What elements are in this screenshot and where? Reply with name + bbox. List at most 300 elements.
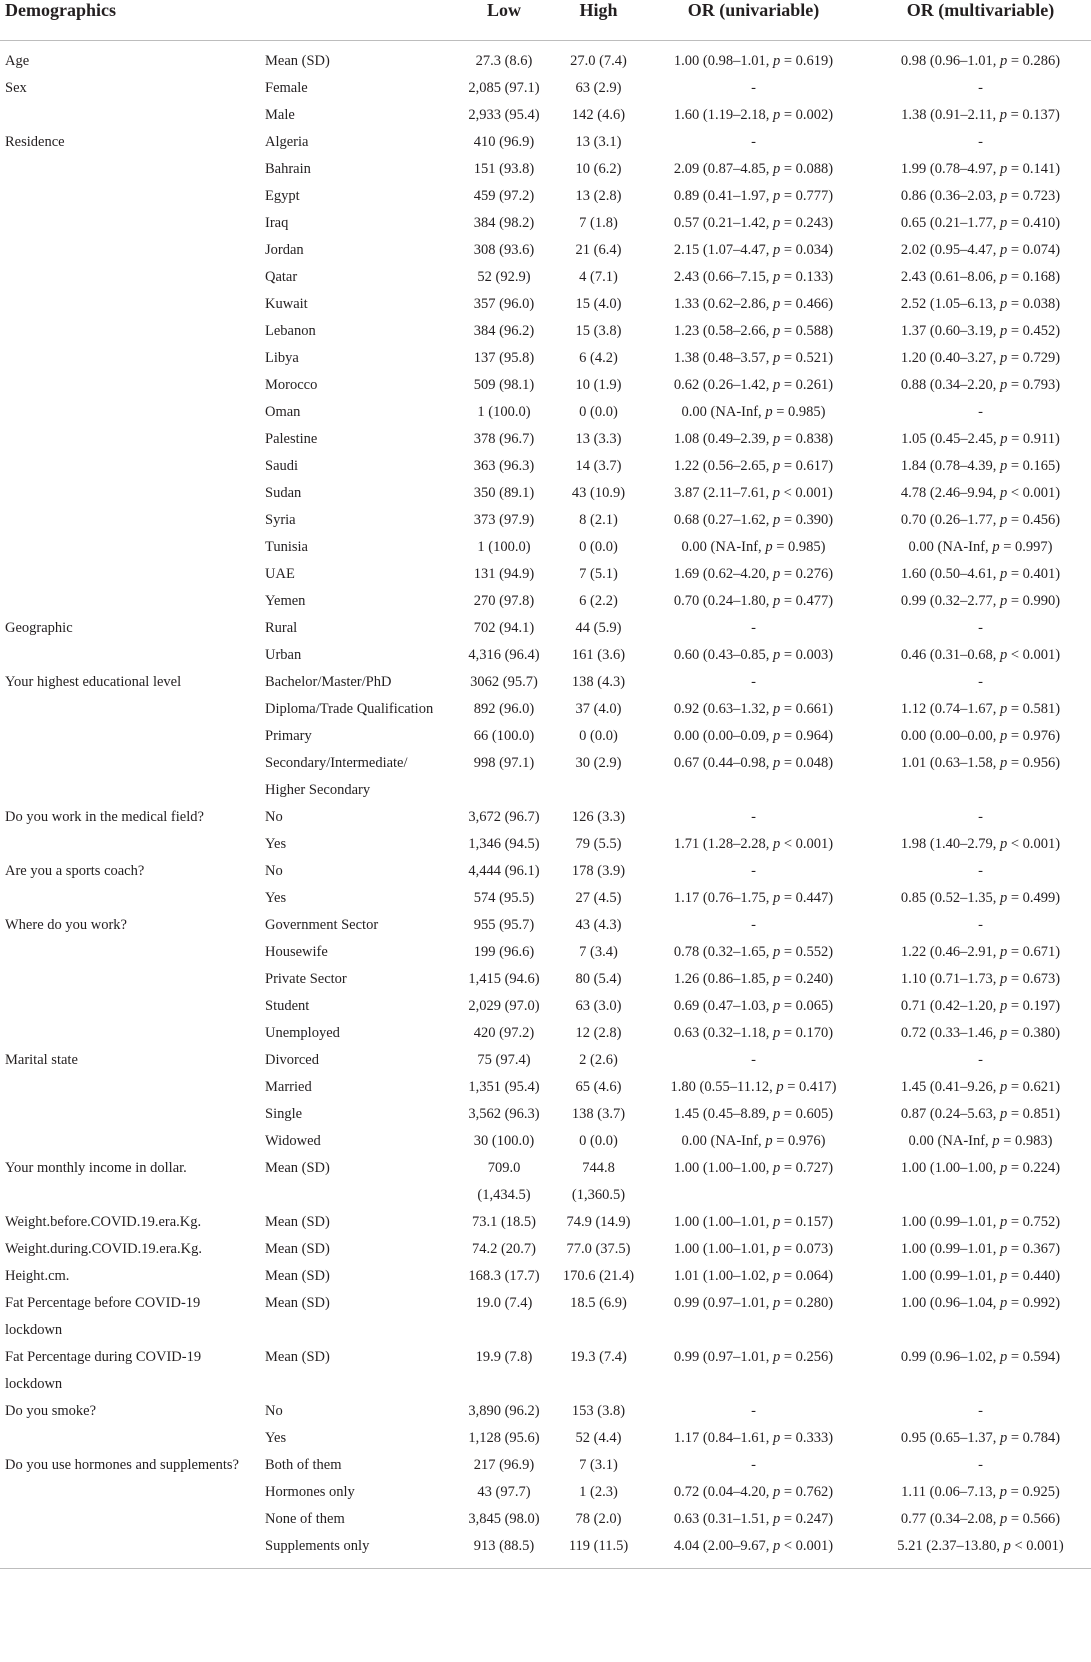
demographic-cell — [0, 480, 263, 507]
level-cell: Mean (SD) — [265, 1349, 330, 1365]
header-low: Low — [448, 0, 560, 41]
demographic-cell — [0, 426, 263, 453]
high-cell: 78 (2.0) — [575, 1511, 622, 1527]
or-univariable-cell: 0.69 (0.47–1.03, p = 0.065) — [673, 998, 834, 1014]
or-multivariable-cell: - — [978, 809, 983, 825]
level-cell: Yes — [265, 836, 287, 852]
low-cell: 270 (97.8) — [473, 593, 535, 609]
high-cell: 44 (5.9) — [575, 620, 622, 636]
or-univariable-cell: 0.62 (0.26–1.42, p = 0.261) — [673, 377, 834, 393]
table-row — [0, 453, 1091, 480]
table-row — [0, 561, 1091, 588]
level-cell: Private Sector — [265, 971, 347, 987]
level-cell: Sudan — [265, 485, 302, 501]
demographic-cell — [0, 183, 263, 210]
table-row — [0, 237, 1091, 264]
level-cell: Mean (SD) — [265, 1295, 330, 1311]
high-cell: 153 (3.8) — [571, 1403, 626, 1419]
demographic-cell: Weight.during.COVID.19.era.Kg. — [5, 1241, 202, 1257]
demographic-cell: Do you use hormones and supplements? — [5, 1457, 239, 1473]
high-cell — [560, 1371, 637, 1398]
table-row — [0, 1263, 1091, 1290]
high-cell: 0 (0.0) — [579, 539, 618, 555]
high-cell: 178 (3.9) — [571, 863, 626, 879]
low-cell: 199 (96.6) — [473, 944, 535, 960]
demographic-cell — [0, 1506, 263, 1533]
demographic-cell — [0, 831, 263, 858]
table-row — [0, 669, 1091, 696]
demographic-cell: lockdown — [5, 1376, 63, 1392]
header-high: High — [560, 0, 637, 41]
or-multivariable-cell: 0.88 (0.34–2.20, p = 0.793) — [900, 377, 1061, 393]
low-cell: 131 (94.9) — [473, 566, 535, 582]
or-multivariable-cell: - — [978, 1457, 983, 1473]
or-multivariable-cell: 1.00 (0.99–1.01, p = 0.752) — [900, 1214, 1061, 1230]
high-cell: 6 (2.2) — [579, 593, 618, 609]
high-cell: 7 (1.8) — [579, 215, 618, 231]
level-cell: Yes — [265, 1430, 287, 1446]
or-univariable-cell: - — [751, 134, 756, 150]
low-cell: 574 (95.5) — [473, 890, 535, 906]
high-cell: 7 (3.4) — [579, 944, 618, 960]
or-univariable-cell: 0.99 (0.97–1.01, p = 0.280) — [673, 1295, 834, 1311]
level-cell: No — [265, 863, 283, 879]
or-multivariable-cell: 1.00 (0.99–1.01, p = 0.440) — [900, 1268, 1061, 1284]
or-univariable-cell — [637, 777, 870, 804]
demographic-cell: Do you work in the medical field? — [5, 809, 204, 825]
high-cell: 13 (3.3) — [575, 431, 622, 447]
or-univariable-cell: - — [751, 809, 756, 825]
low-cell: 357 (96.0) — [473, 296, 535, 312]
level-cell: Higher Secondary — [265, 782, 371, 798]
demographic-cell: Fat Percentage during COVID-19 — [5, 1349, 202, 1365]
low-cell: 384 (96.2) — [473, 323, 535, 339]
table-row — [0, 804, 1091, 831]
demographic-cell — [0, 642, 263, 669]
or-univariable-cell: 1.45 (0.45–8.89, p = 0.605) — [673, 1106, 834, 1122]
low-cell: 350 (89.1) — [473, 485, 535, 501]
demographic-cell — [0, 777, 263, 804]
or-univariable-cell: 0.00 (NA-Inf, p = 0.985) — [681, 539, 826, 555]
low-cell: 27.3 (8.6) — [475, 53, 533, 69]
low-cell: 137 (95.8) — [473, 350, 535, 366]
demographic-cell — [0, 588, 263, 615]
table-row — [0, 183, 1091, 210]
level-cell: Housewife — [265, 944, 328, 960]
demographic-cell — [0, 1533, 263, 1560]
demographic-cell — [0, 318, 263, 345]
or-univariable-cell: 1.71 (1.28–2.28, p < 0.001) — [673, 836, 834, 852]
or-univariable-cell: 1.00 (0.98–1.01, p = 0.619) — [673, 53, 834, 69]
low-cell: 913 (88.5) — [473, 1538, 535, 1554]
or-univariable-cell: 1.80 (0.55–11.12, p = 0.417) — [670, 1079, 837, 1095]
or-multivariable-cell: 1.00 (1.00–1.00, p = 0.224) — [900, 1160, 1061, 1176]
low-cell — [448, 1317, 560, 1344]
low-cell: 509 (98.1) — [473, 377, 535, 393]
high-cell: 43 (10.9) — [571, 485, 626, 501]
demographic-cell: Marital state — [5, 1052, 78, 1068]
level-cell: Mean (SD) — [265, 1214, 330, 1230]
table-bottom-rule — [0, 1568, 1091, 1569]
demographic-cell — [0, 885, 263, 912]
or-univariable-cell: 1.60 (1.19–2.18, p = 0.002) — [673, 107, 834, 123]
low-cell: 3,562 (96.3) — [468, 1106, 540, 1122]
table-row — [0, 1344, 1091, 1371]
level-cell: Mean (SD) — [265, 1268, 330, 1284]
or-univariable-cell: 0.63 (0.31–1.51, p = 0.247) — [673, 1511, 834, 1527]
low-cell: 75 (97.4) — [477, 1052, 531, 1068]
low-cell: 1,351 (95.4) — [468, 1079, 540, 1095]
table-row — [0, 41, 1091, 76]
high-cell: 37 (4.0) — [575, 701, 622, 717]
high-cell: 161 (3.6) — [571, 647, 626, 663]
demographic-cell: lockdown — [5, 1322, 63, 1338]
high-cell: 15 (4.0) — [575, 296, 622, 312]
high-cell: 27 (4.5) — [575, 890, 622, 906]
or-univariable-cell: 0.99 (0.97–1.01, p = 0.256) — [673, 1349, 834, 1365]
or-univariable-cell: 0.72 (0.04–4.20, p = 0.762) — [673, 1484, 834, 1500]
or-multivariable-cell: 1.20 (0.40–3.27, p = 0.729) — [900, 350, 1061, 366]
high-cell: 138 (4.3) — [571, 674, 626, 690]
level-cell: Mean (SD) — [265, 53, 330, 69]
low-cell — [448, 777, 560, 804]
demographic-cell — [0, 507, 263, 534]
demographic-cell: Sex — [5, 80, 27, 96]
table-row — [0, 1317, 1091, 1344]
level-cell: Algeria — [265, 134, 309, 150]
level-cell: Bahrain — [265, 161, 311, 177]
or-multivariable-cell: 1.22 (0.46–2.91, p = 0.671) — [900, 944, 1061, 960]
level-cell: Female — [265, 80, 308, 96]
demographic-cell — [0, 993, 263, 1020]
low-cell: 1,415 (94.6) — [468, 971, 540, 987]
or-multivariable-cell: - — [978, 80, 983, 96]
or-multivariable-cell: 1.99 (0.78–4.97, p = 0.141) — [900, 161, 1061, 177]
high-cell: 30 (2.9) — [575, 755, 622, 771]
table-row — [0, 642, 1091, 669]
or-univariable-cell: 1.33 (0.62–2.86, p = 0.466) — [673, 296, 834, 312]
table-row — [0, 858, 1091, 885]
level-cell: Saudi — [265, 458, 299, 474]
high-cell: 43 (4.3) — [575, 917, 622, 933]
level-cell: Secondary/Intermediate/ — [265, 755, 408, 771]
table-row — [0, 777, 1091, 804]
table-row — [0, 210, 1091, 237]
or-multivariable-cell — [870, 777, 1091, 804]
demographic-cell: Are you a sports coach? — [5, 863, 145, 879]
or-multivariable-cell — [870, 1317, 1091, 1344]
demographic-cell — [0, 1020, 263, 1047]
low-cell: 66 (100.0) — [473, 728, 535, 744]
level-cell: None of them — [265, 1511, 345, 1527]
high-cell: 10 (6.2) — [575, 161, 622, 177]
table-row — [0, 696, 1091, 723]
or-multivariable-cell: 1.98 (1.40–2.79, p < 0.001) — [900, 836, 1061, 852]
or-univariable-cell: 0.67 (0.44–0.98, p = 0.048) — [673, 755, 834, 771]
demographic-cell — [0, 1182, 263, 1209]
level-cell: Mean (SD) — [265, 1241, 330, 1257]
or-multivariable-cell: 1.05 (0.45–2.45, p = 0.911) — [901, 431, 1060, 447]
table-row — [0, 1047, 1091, 1074]
or-univariable-cell: 3.87 (2.11–7.61, p < 0.001) — [674, 485, 833, 501]
or-univariable-cell — [637, 1317, 870, 1344]
high-cell: 170.6 (21.4) — [562, 1268, 635, 1284]
or-multivariable-cell: 0.00 (NA-Inf, p = 0.997) — [908, 539, 1053, 555]
demographic-cell: Fat Percentage before COVID-19 — [5, 1295, 201, 1311]
or-multivariable-cell: - — [978, 917, 983, 933]
demographic-cell — [0, 453, 263, 480]
low-cell: 43 (97.7) — [477, 1484, 531, 1500]
high-cell — [560, 1317, 637, 1344]
high-cell: 7 (5.1) — [579, 566, 618, 582]
low-cell: 168.3 (17.7) — [468, 1268, 540, 1284]
low-cell: 3,845 (98.0) — [468, 1511, 540, 1527]
or-univariable-cell: 1.17 (0.76–1.75, p = 0.447) — [673, 890, 834, 906]
high-cell: 138 (3.7) — [571, 1106, 626, 1122]
low-cell: 30 (100.0) — [473, 1133, 535, 1149]
demographic-cell — [0, 534, 263, 561]
or-multivariable-cell: 0.99 (0.32–2.77, p = 0.990) — [900, 593, 1061, 609]
low-cell: 1 (100.0) — [477, 404, 531, 420]
high-cell: 0 (0.0) — [579, 404, 618, 420]
or-multivariable-cell: 1.00 (0.96–1.04, p = 0.992) — [900, 1295, 1061, 1311]
or-univariable-cell: 0.00 (NA-Inf, p = 0.976) — [681, 1133, 826, 1149]
demographic-cell — [0, 345, 263, 372]
demographic-cell — [0, 156, 263, 183]
demographic-cell — [0, 939, 263, 966]
or-univariable-cell: - — [751, 917, 756, 933]
high-cell: 77.0 (37.5) — [566, 1241, 631, 1257]
high-cell: 18.5 (6.9) — [570, 1295, 627, 1311]
high-cell: 10 (1.9) — [575, 377, 622, 393]
table-row — [0, 993, 1091, 1020]
level-cell: Oman — [265, 404, 301, 420]
table-row — [0, 75, 1091, 102]
or-multivariable-cell: 2.52 (1.05–6.13, p = 0.038) — [900, 296, 1061, 312]
high-cell: 27.0 (7.4) — [570, 53, 627, 69]
level-cell: Qatar — [265, 269, 298, 285]
or-univariable-cell: 1.00 (1.00–1.01, p = 0.157) — [673, 1214, 834, 1230]
low-cell: 3,890 (96.2) — [468, 1403, 540, 1419]
low-cell: 998 (97.1) — [473, 755, 535, 771]
or-univariable-cell: 1.38 (0.48–3.57, p = 0.521) — [673, 350, 834, 366]
or-multivariable-cell: 0.77 (0.34–2.08, p = 0.566) — [900, 1511, 1061, 1527]
high-cell: 65 (4.6) — [575, 1079, 622, 1095]
low-cell: 373 (97.9) — [473, 512, 535, 528]
demographic-cell: Your monthly income in dollar. — [5, 1160, 187, 1176]
level-cell: Yes — [265, 890, 287, 906]
table-row — [0, 966, 1091, 993]
demographic-cell — [0, 696, 263, 723]
low-cell: 1 (100.0) — [477, 539, 531, 555]
level-cell: Divorced — [265, 1052, 319, 1068]
demographic-cell — [0, 561, 263, 588]
table-row — [0, 156, 1091, 183]
low-cell: 702 (94.1) — [473, 620, 535, 636]
or-multivariable-cell: - — [978, 1052, 983, 1068]
or-multivariable-cell: 0.46 (0.31–0.68, p < 0.001) — [900, 647, 1061, 663]
level-cell: Palestine — [265, 431, 318, 447]
or-multivariable-cell — [870, 1371, 1091, 1398]
high-cell: 744.8 — [582, 1160, 615, 1176]
high-cell: 142 (4.6) — [571, 107, 626, 123]
table-row — [0, 1452, 1091, 1479]
or-multivariable-cell — [870, 1182, 1091, 1209]
or-multivariable-cell: - — [978, 674, 983, 690]
low-cell: 4,444 (96.1) — [468, 863, 540, 879]
high-cell: 80 (5.4) — [575, 971, 622, 987]
or-univariable-cell: 0.68 (0.27–1.62, p = 0.390) — [673, 512, 834, 528]
level-cell: No — [265, 809, 283, 825]
or-multivariable-cell: 5.21 (2.37–13.80, p < 0.001) — [897, 1538, 1064, 1554]
or-univariable-cell: 1.26 (0.86–1.85, p = 0.240) — [673, 971, 834, 987]
header-or-multivariable: OR (multivariable) — [870, 0, 1091, 41]
table-row — [0, 750, 1091, 777]
high-cell: 21 (6.4) — [575, 242, 622, 258]
level-cell — [263, 1371, 448, 1398]
or-multivariable-cell: 2.02 (0.95–4.47, p = 0.074) — [900, 242, 1061, 258]
high-cell: 119 (11.5) — [568, 1538, 629, 1554]
level-cell: Government Sector — [265, 917, 379, 933]
demographic-cell — [0, 750, 263, 777]
or-multivariable-cell: 0.85 (0.52–1.35, p = 0.499) — [900, 890, 1061, 906]
or-univariable-cell: 1.08 (0.49–2.39, p = 0.838) — [673, 431, 834, 447]
level-cell: Supplements only — [265, 1538, 370, 1554]
table-row — [0, 1371, 1091, 1398]
high-cell — [560, 777, 637, 804]
table-row — [0, 264, 1091, 291]
low-cell: 892 (96.0) — [473, 701, 535, 717]
level-cell: Jordan — [265, 242, 304, 258]
or-univariable-cell: 0.70 (0.24–1.80, p = 0.477) — [673, 593, 834, 609]
demographic-cell — [0, 1101, 263, 1128]
low-cell: 955 (95.7) — [473, 917, 535, 933]
table-row — [0, 1128, 1091, 1155]
or-univariable-cell: 0.92 (0.63–1.32, p = 0.661) — [673, 701, 834, 717]
demographic-cell — [0, 237, 263, 264]
or-multivariable-cell: 1.60 (0.50–4.61, p = 0.401) — [900, 566, 1061, 582]
level-cell: Male — [265, 107, 295, 123]
demographic-cell: Geographic — [5, 620, 73, 636]
low-cell: 709.0 — [487, 1160, 521, 1176]
level-cell: Single — [265, 1106, 303, 1122]
or-univariable-cell: 1.00 (1.00–1.01, p = 0.073) — [673, 1241, 834, 1257]
demographic-cell — [0, 966, 263, 993]
low-cell: 459 (97.2) — [473, 188, 535, 204]
table-row — [0, 939, 1091, 966]
table-row — [0, 399, 1091, 426]
low-cell: 384 (98.2) — [473, 215, 535, 231]
high-cell: 52 (4.4) — [575, 1430, 622, 1446]
table-row — [0, 1425, 1091, 1452]
or-univariable-cell: 0.89 (0.41–1.97, p = 0.777) — [673, 188, 834, 204]
table-row — [0, 1479, 1091, 1506]
or-multivariable-cell: 2.43 (0.61–8.06, p = 0.168) — [900, 269, 1061, 285]
demographic-cell — [0, 399, 263, 426]
low-cell: 1,346 (94.5) — [468, 836, 540, 852]
level-cell: Urban — [265, 647, 302, 663]
or-multivariable-cell: 0.86 (0.36–2.03, p = 0.723) — [900, 188, 1061, 204]
high-cell: 14 (3.7) — [575, 458, 622, 474]
or-multivariable-cell: 0.00 (0.00–0.00, p = 0.976) — [900, 728, 1061, 744]
level-cell: Kuwait — [265, 296, 308, 312]
or-multivariable-cell: 1.38 (0.91–2.11, p = 0.137) — [901, 107, 1060, 123]
level-cell — [263, 1317, 448, 1344]
or-univariable-cell: 0.78 (0.32–1.65, p = 0.552) — [673, 944, 834, 960]
high-cell: 19.3 (7.4) — [570, 1349, 627, 1365]
demographic-cell — [0, 264, 263, 291]
table-row — [0, 1236, 1091, 1263]
or-multivariable-cell: - — [978, 1403, 983, 1419]
table-row — [0, 885, 1091, 912]
demographic-cell — [0, 723, 263, 750]
high-cell: 63 (3.0) — [575, 998, 622, 1014]
or-multivariable-cell: 1.10 (0.71–1.73, p = 0.673) — [900, 971, 1061, 987]
or-multivariable-cell: 1.45 (0.41–9.26, p = 0.621) — [900, 1079, 1061, 1095]
high-cell: 126 (3.3) — [571, 809, 626, 825]
level-cell: Tunisia — [265, 539, 308, 555]
low-cell: 3062 (95.7) — [470, 674, 538, 690]
table-row — [0, 912, 1091, 939]
or-univariable-cell: 2.09 (0.87–4.85, p = 0.088) — [673, 161, 834, 177]
or-multivariable-cell: 1.37 (0.60–3.19, p = 0.452) — [900, 323, 1061, 339]
level-cell: Both of them — [265, 1457, 342, 1473]
low-cell: (1,434.5) — [477, 1187, 531, 1203]
high-cell: 74.9 (14.9) — [566, 1214, 631, 1230]
or-univariable-cell: - — [751, 1457, 756, 1473]
low-cell — [448, 1371, 560, 1398]
or-multivariable-cell: 0.87 (0.24–5.63, p = 0.851) — [900, 1106, 1061, 1122]
level-cell: Student — [265, 998, 310, 1014]
high-cell: 0 (0.0) — [579, 1133, 618, 1149]
low-cell: 2,933 (95.4) — [468, 107, 540, 123]
table-row — [0, 318, 1091, 345]
low-cell: 74.2 (20.7) — [471, 1241, 537, 1257]
table-row — [0, 102, 1091, 129]
high-cell: 12 (2.8) — [575, 1025, 622, 1041]
or-multivariable-cell: - — [978, 620, 983, 636]
header-or-univariable: OR (univariable) — [637, 0, 870, 41]
low-cell: 363 (96.3) — [473, 458, 535, 474]
table-row — [0, 1209, 1091, 1236]
low-cell: 217 (96.9) — [473, 1457, 535, 1473]
level-cell: Primary — [265, 728, 312, 744]
table-body — [0, 41, 1091, 1561]
table-row — [0, 588, 1091, 615]
or-univariable-cell: 1.69 (0.62–4.20, p = 0.276) — [673, 566, 834, 582]
demographic-cell: Weight.before.COVID.19.era.Kg. — [5, 1214, 202, 1230]
table-row — [0, 723, 1091, 750]
or-multivariable-cell: 1.84 (0.78–4.39, p = 0.165) — [900, 458, 1061, 474]
level-cell: Diploma/Trade Qualification — [265, 701, 434, 717]
or-multivariable-cell: 0.65 (0.21–1.77, p = 0.410) — [900, 215, 1061, 231]
low-cell: 52 (92.9) — [477, 269, 531, 285]
low-cell: 19.9 (7.8) — [475, 1349, 533, 1365]
low-cell: 4,316 (96.4) — [468, 647, 540, 663]
demographic-cell — [0, 1479, 263, 1506]
or-multivariable-cell: - — [978, 404, 983, 420]
high-cell: 63 (2.9) — [575, 80, 622, 96]
table-row — [0, 426, 1091, 453]
level-cell: Syria — [265, 512, 296, 528]
demographic-cell: Age — [5, 53, 30, 69]
or-multivariable-cell: 1.11 (0.06–7.13, p = 0.925) — [901, 1484, 1060, 1500]
level-cell: Mean (SD) — [265, 1160, 330, 1176]
high-cell: 2 (2.6) — [579, 1052, 618, 1068]
table-row — [0, 129, 1091, 156]
low-cell: 3,672 (96.7) — [468, 809, 540, 825]
or-multivariable-cell: 0.70 (0.26–1.77, p = 0.456) — [900, 512, 1061, 528]
